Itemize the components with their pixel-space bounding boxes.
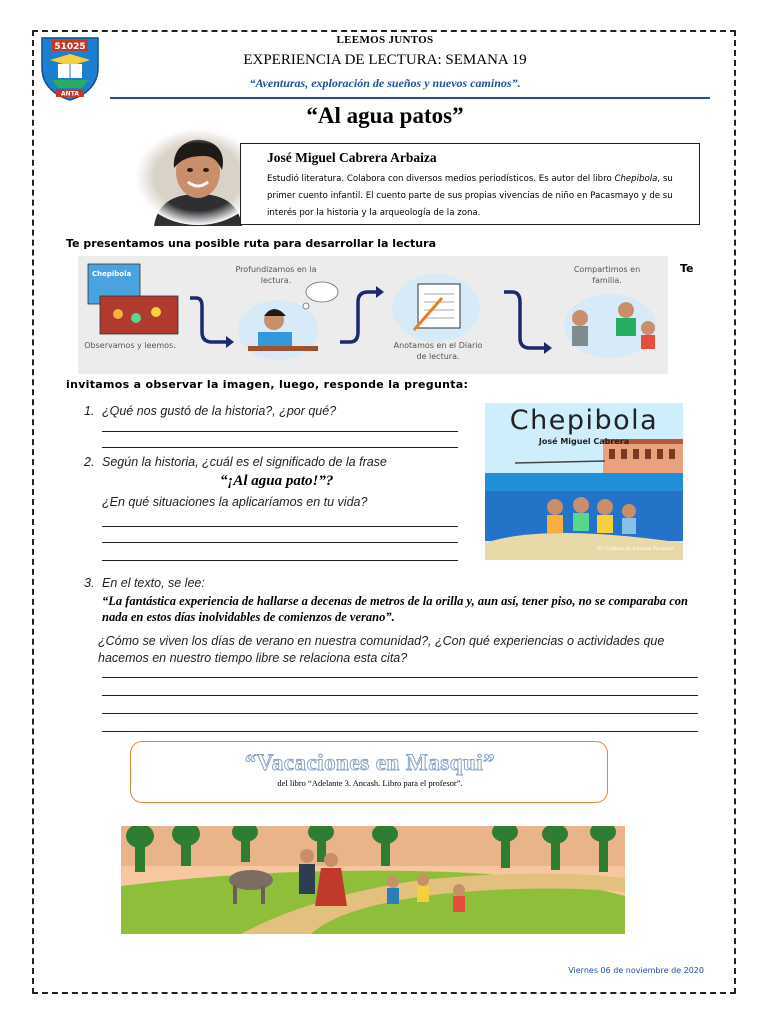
cover-author: José Miguel Cabrera <box>538 437 630 446</box>
author-bio-text: Estudió literatura. Colabora con diversos medios periodísticos. Es autor del libro <box>267 174 615 184</box>
question-2-follow: ¿En qué situaciones la aplicaríamos en tu vida? <box>102 495 368 509</box>
author-name: José Miguel Cabrera Arbaiza <box>267 150 437 165</box>
answer-line[interactable] <box>102 526 458 527</box>
question-1-text: ¿Qué nos gustó de la historia?, ¿por qué? <box>102 404 337 418</box>
route-step-deepen: Profundizamos en la lectura. <box>235 265 317 285</box>
route-continue: invitamos a observar la imagen, luego, responde la pregunta: <box>66 378 469 391</box>
route-step-share: Compartimos en familia. <box>573 265 641 285</box>
svg-text:ANTA: ANTA <box>61 90 79 98</box>
answer-line[interactable] <box>102 677 698 678</box>
reading-title: “Al agua patos” <box>306 103 464 128</box>
countryside-family-illustration <box>121 826 625 934</box>
route-step-journal: Anotamos en el Diario de lectura. <box>393 341 483 361</box>
svg-text:51025: 51025 <box>54 42 86 52</box>
answer-line[interactable] <box>102 542 458 543</box>
route-step-observe: Observamos y leemos. <box>84 341 176 350</box>
school-shield-logo <box>38 34 102 102</box>
route-book-label: Chepibola <box>92 270 132 278</box>
reading-route-infographic <box>78 256 668 374</box>
route-intro: Te presentamos una posible ruta para desarrollar la lectura <box>66 237 436 250</box>
next-reading-title: “Vacaciones en Masqui” <box>244 750 496 775</box>
experience-heading: EXPERIENCIA DE LECTURA: SEMANA 19 <box>243 52 527 68</box>
question-3-text: En el texto, se lee: <box>102 576 205 590</box>
question-1-number: 1. <box>84 404 95 418</box>
next-reading-box <box>130 741 608 803</box>
week-theme: “Aventuras, exploración de sueños y nuevos caminos”. <box>249 76 521 90</box>
author-bio <box>267 171 693 222</box>
answer-line[interactable] <box>102 560 458 561</box>
question-2-text: Según la historia, ¿cuál es el significado de la frase <box>102 455 387 469</box>
author-bio-book: Chepibola <box>614 174 658 184</box>
question-3-number: 3. <box>84 576 95 590</box>
question-2-number: 2. <box>84 455 95 469</box>
cover-publisher: IEP Instituto de Estudios Peruanos <box>597 547 674 552</box>
next-reading-source: del libro “Adelante 3. Ancash. Libro para el profesor”. <box>277 778 463 788</box>
author-bio-text-end: , su primer cuento infantil. El cuento parte de sus propias vivencias de niño en Pacasmayo y de su interés por la historia y la arqueología de la zona. <box>267 174 673 218</box>
answer-line[interactable] <box>102 713 698 714</box>
question-3-quote: “La fantástica experiencia de hallarse a decenas de metros de la orilla y, aun así, tener piso, no se comparaba con nada en estos días inolvidables de comienzos de verano”. <box>102 594 688 624</box>
author-box <box>240 143 700 225</box>
cover-title: Chepibola <box>509 405 659 436</box>
question-2-phrase: “¡Al agua pato!”? <box>220 473 334 489</box>
header-divider <box>110 97 710 99</box>
route-intro-tail: Te <box>680 262 694 275</box>
answer-line[interactable] <box>102 731 698 732</box>
chepibola-book-cover <box>485 403 683 560</box>
program-name: LEEMOS JUNTOS <box>336 34 434 46</box>
answer-line[interactable] <box>102 431 458 432</box>
answer-line[interactable] <box>102 447 458 448</box>
question-3-follow: ¿Cómo se viven los días de verano en nuestra comunidad?, ¿Con qué experiencias o actividades que hacemos en nuestro tiempo libre se relaciona esta cita? <box>98 634 665 665</box>
footer-date: Viernes 06 de noviembre de 2020 <box>568 966 704 975</box>
answer-line[interactable] <box>102 695 698 696</box>
